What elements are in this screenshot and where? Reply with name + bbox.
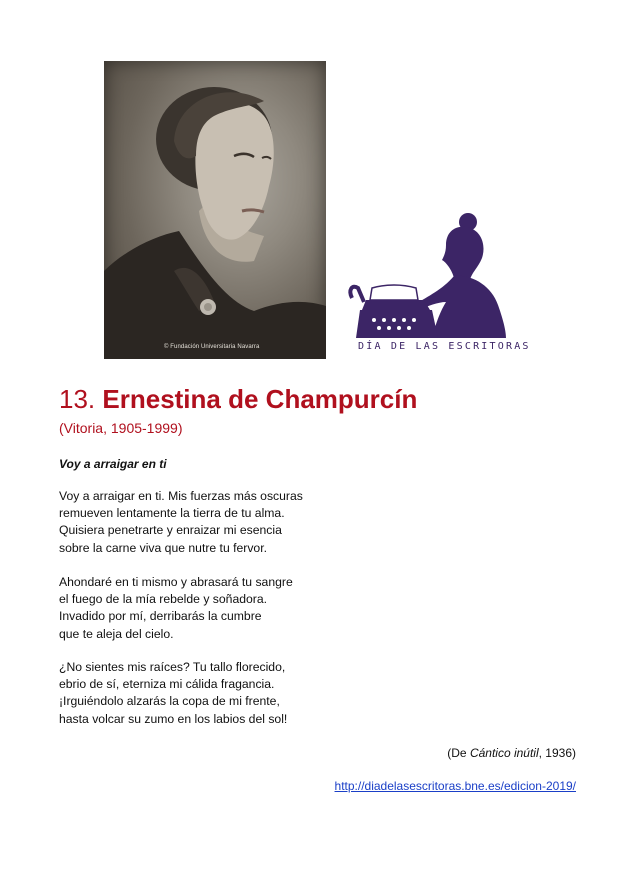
poem-line: ebrio de sí, eterniza mi cálida fragancia. bbox=[59, 677, 275, 692]
poem-stanza-1 bbox=[59, 488, 303, 557]
dia-de-las-escritoras-logo bbox=[346, 210, 531, 360]
poem-line: el fuego de la mía rebelde y soñadora. bbox=[59, 592, 268, 607]
logo-text: DÍA DE LAS ESCRITORAS bbox=[358, 341, 531, 352]
poem-line: que te aleja del cielo. bbox=[59, 626, 174, 641]
author-name: Ernestina de Champurcín bbox=[102, 384, 418, 414]
source-suffix: , 1936) bbox=[538, 746, 576, 760]
poem-title: Voy a arraigar en ti bbox=[59, 457, 167, 471]
poem-stanza-3 bbox=[59, 659, 287, 728]
poem-line: sobre la carne viva que nutre tu fervor. bbox=[59, 540, 267, 555]
photo-credit: © Fundación Universitaria Navarra bbox=[164, 344, 260, 350]
author-portrait-illustration bbox=[104, 61, 326, 359]
poem-line: Invadido por mí, derribarás la cumbre bbox=[59, 609, 262, 624]
poem-line: hasta volcar su zumo en los labios del sol! bbox=[59, 711, 288, 726]
poem-stanza-2 bbox=[59, 574, 293, 643]
poem-line: ¿No sientes mis raíces? Tu tallo florecido, bbox=[59, 660, 286, 674]
poem-line: Voy a arraigar en ti. Mis fuerzas más oscuras bbox=[59, 489, 303, 503]
author-birthplace-dates: (Vitoria, 1905-1999) bbox=[59, 420, 183, 436]
poem-line: remueven lentamente la tierra de tu alma. bbox=[59, 506, 285, 521]
edition-link[interactable]: http://diadelasescritoras.bne.es/edicion-2019/ bbox=[334, 779, 576, 793]
author-photo bbox=[104, 61, 326, 359]
source-prefix: (De bbox=[447, 746, 470, 760]
poem-line: ¡Irguiéndolo alzarás la copa de mi frente, bbox=[59, 694, 280, 709]
author-heading bbox=[59, 384, 417, 415]
poem-line: Quisiera penetrarte y enraizar mi esencia bbox=[59, 523, 282, 538]
source-work-title: Cántico inútil bbox=[469, 746, 539, 760]
poem-source bbox=[447, 746, 576, 760]
poem-line: Ahondaré en ti mismo y abrasará tu sangre bbox=[59, 575, 293, 589]
woman-typewriter-icon bbox=[346, 210, 514, 340]
entry-number: 13. bbox=[59, 384, 96, 414]
